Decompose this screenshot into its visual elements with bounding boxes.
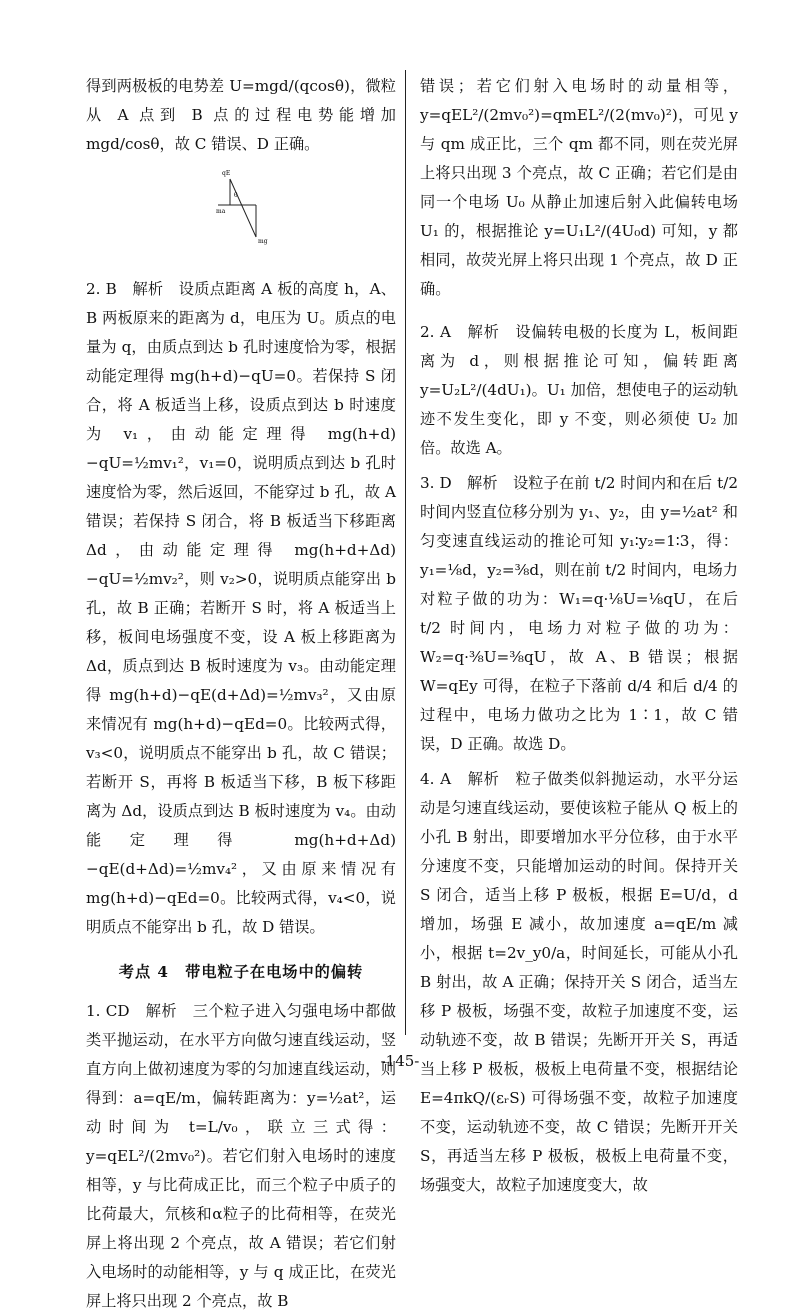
- label-mg: mg: [258, 238, 268, 245]
- page-number: -145-: [380, 1052, 420, 1070]
- answer-section4-2: 2. A 解析 设偏转电极的长度为 L，板间距离为 d，则根据推论可知，偏转距离 y=U₂L²/(4dU₁)。U₁ 加倍，想使电子的运动轨迹不发生变化，即 y 不变，则必须使 U₂ 加倍。故选 A。: [420, 323, 738, 457]
- resultant-line: [230, 179, 256, 237]
- label-ma: ma: [216, 208, 226, 215]
- answer-section4-4: 4. A 解析 粒子做类似斜抛运动，水平分运动是匀速直线运动，要使该粒子能从 Q 板上的小孔 B 射出，即要增加水平分位移，由于水平分速度不变，只能增加运动的时间。保持开关 S 闭合，适当上移 P 极板，根据 E=U/d，d 增加，场强 E 减小，故加速度 a=qE/m 减小，根据 t=2v_y0/a，时间延长，可能从小孔 B 射出，故 A 正确；保持开关 S 闭合，适当左移 P 极板，场强不变，故粒子加速度不变，运动轨迹不变，故 B 错误；先断开开关 S，再适当上移 P 极板，极板上电荷量不变，根据结论 E=4πkQ/(εᵣS) 可得场强不变，故粒子加速度不变，运动轨迹不变，故 C 错误；先断开开关 S，再适当左移 P 极板，极板上电荷量不变，场强变大，故粒子加速度变大，故: [420, 770, 738, 1194]
- paragraph-intro: 得到两极板的电势差 U=mgd/(qcosθ)，微粒从 A 点到 B 点的过程电势能增加 mgd/cosθ，故 C 错误、D 正确。: [86, 77, 396, 153]
- paragraph-continued: 错误；若它们射入电场时的动量相等，y=qEL²/(2mv₀²)=qmEL²/(2(mv₀)²)，可见 y 与 qm 成正比，三个 qm 都不同，则在荧光屏上将只出现 3 个亮点，故 C 正确；若它们是由同一个电场 U₀ 从静止加速后射入此偏转电场 U₁ 的，根据推论 y=U₁L²/(4U₀d) 可知，y 都相同，故荧光屏上将只出现 1 个亮点，故 D 正确。: [420, 77, 738, 298]
- label-theta: θ: [234, 192, 238, 199]
- answer-2: 2. B 解析 设质点距离 A 板的高度 h，A、B 两板原来的距离为 d，电压为 U。质点的电量为 q，由质点到达 b 孔时速度恰为零，根据动能定理得 mg(h+d)−qU=0。若保持 S 闭合，将 A 板适当上移，设质点到达 b 时速度为 v₁，由动能定理得 mg(h+d)−qU=½mv₁²，v₁=0，说明质点到达 b 孔时速度恰为零，然后返回，不能穿过 b 孔，故 A 错误；若保持 S 闭合，将 B 板适当下移距离 Δd，由动能定理得 mg(h+d+Δd)−qU=½mv₂²，则 v₂>0，说明质点能穿出 b 孔，故 B 正确；若断开 S 时，将 A 板适当上移，板间电场强度不变，设 A 板上移距离为 Δd，质点到达 B 板时速度为 v₃。由动能定理得 mg(h+d)−qE(d+Δd)=½mv₃²，又由原来情况有 mg(h+d)−qEd=0。比较两式得，v₃<0，说明质点不能穿出 b 孔，故 C 错误；若断开 S，再将 B 板适当下移，B 板下移距离为 Δd，设质点到达 B 板时速度为 v₄。由动能定理得 mg(h+d+Δd)−qE(d+Δd)=½mv₄²，又由原来情况有 mg(h+d)−qEd=0。比较两式得，v₄<0，说明质点不能穿出 b 孔，故 D 错误。: [86, 280, 396, 936]
- right-column: [420, 72, 738, 1200]
- column-divider: [405, 70, 406, 1035]
- force-diagram: [216, 165, 276, 245]
- label-qE: qE: [222, 170, 231, 177]
- answer-section4-1: 1. CD 解析 三个粒子进入匀强电场中都做类平抛运动，在水平方向做匀速直线运动，竖直方向上做初速度为零的匀加速直线运动，则得到：a=qE/m，偏转距离为：y=½at²，运动时间为 t=L/v₀，联立三式得：y=qEL²/(2mv₀²)。若它们射入电场时的速度相等，y 与比荷成正比，而三个粒子中质子的比荷最大，氘核和α粒子的比荷相等，在荧光屏上将出现 2 个亮点，故 A 错误；若它们射入电场时的动能相等，y 与 q 成正比，在荧光屏上将只出现 2 个亮点，故 B: [86, 1002, 396, 1310]
- answer-section4-3: 3. D 解析 设粒子在前 t/2 时间内和在后 t/2 时间内竖直位移分别为 y₁、y₂，由 y=½at² 和匀变速直线运动的推论可知 y₁∶y₂=1∶3，得：y₁=⅛d，y₂=⅜d，则在前 t/2 时间内，电场力对粒子做的功为：W₁=q·⅛U=⅛qU，在后 t/2 时间内，电场力对粒子做的功为：W₂=q·⅜U=⅜qU，故 A、B 错误；根据 W=qEy 可得，在粒子下落前 d/4 和后 d/4 的过程中，电场力做功之比为 1∶1，故 C 错误，D 正确。故选 D。: [420, 474, 738, 753]
- section-heading: 考点 4 带电粒子在电场中的偏转: [118, 963, 364, 981]
- left-column: [86, 72, 396, 1316]
